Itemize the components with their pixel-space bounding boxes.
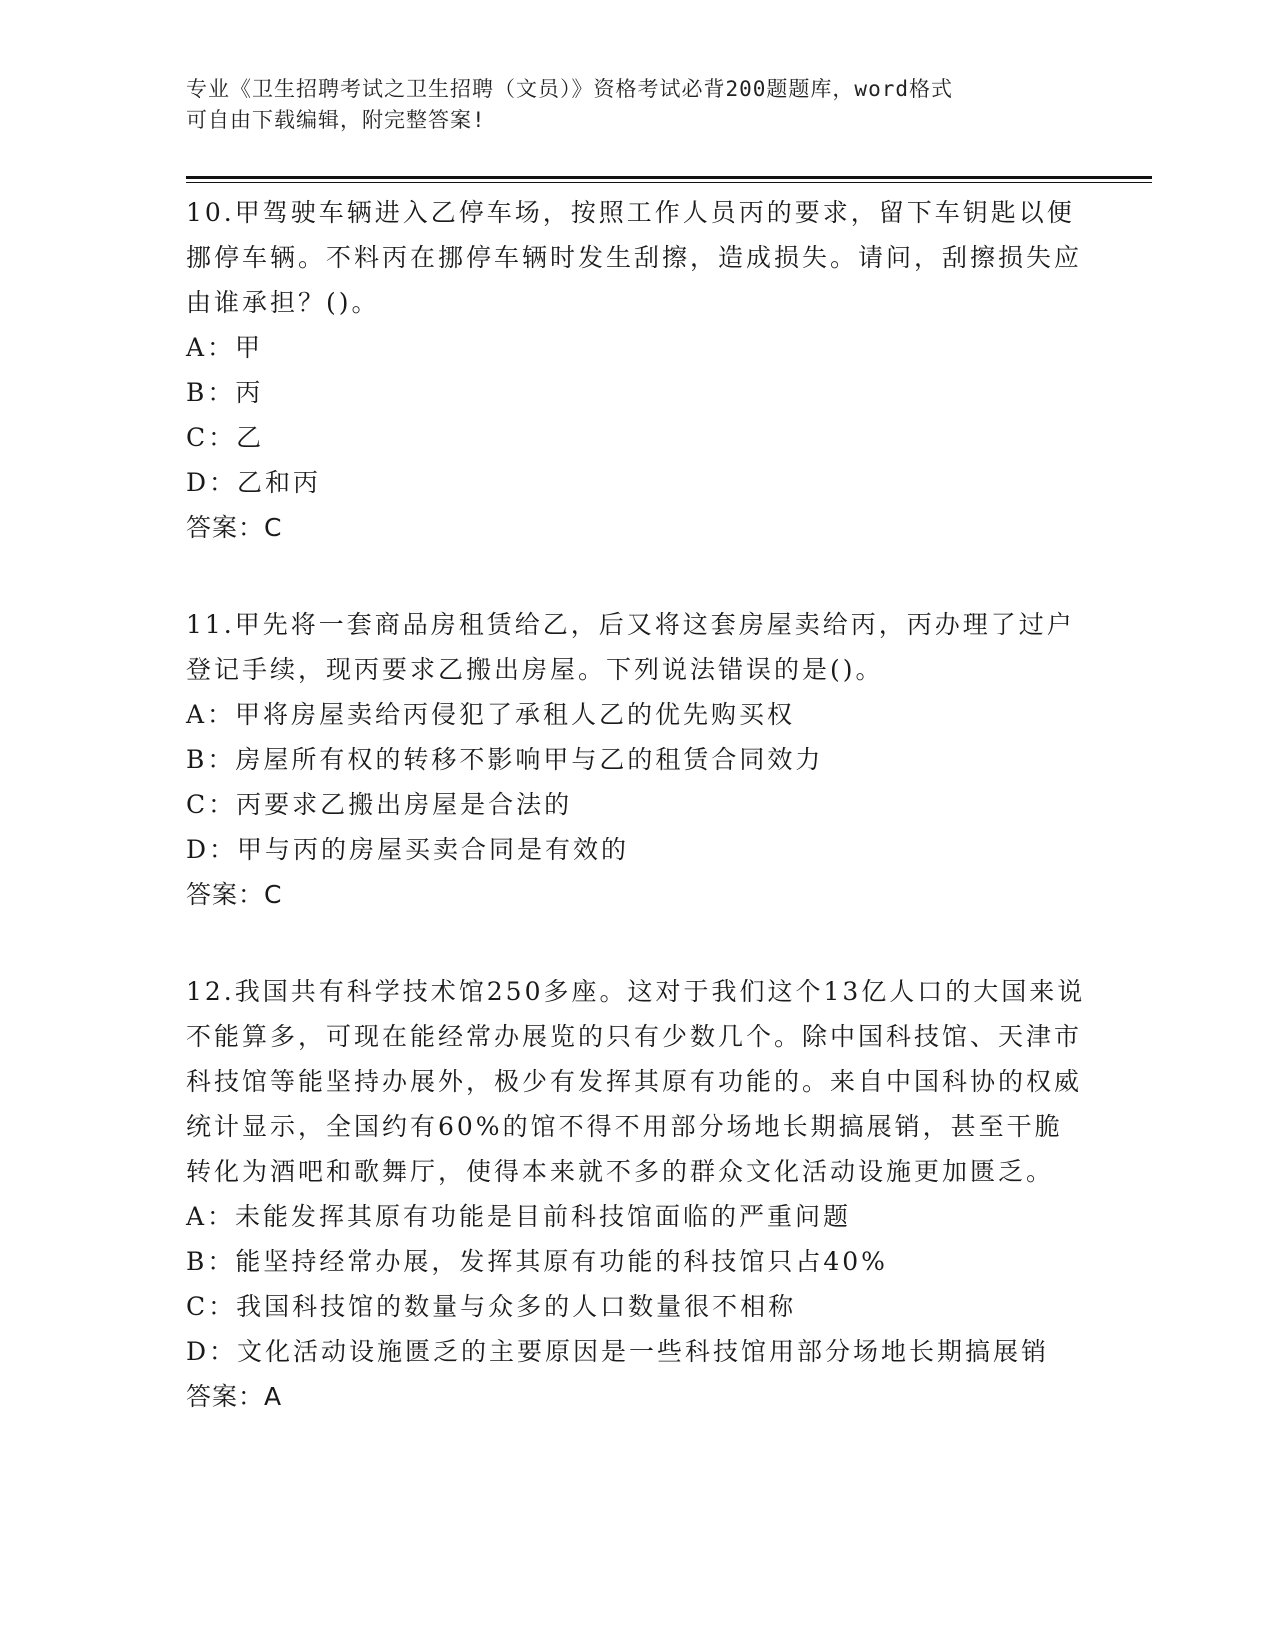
header-line-1: 专业《卫生招聘考试之卫生招聘（文员）》资格考试必背200题题库，word格式 (186, 77, 953, 101)
header-rule-thin (186, 182, 1152, 183)
question-stem: 10.甲驾驶车辆进入乙停车场，按照工作人员丙的要求，留下车钥匙以便挪停车辆。不料丙在挪停车辆时发生刮擦，造成损失。请问，刮擦损失应由谁承担？()。 (186, 198, 1083, 317)
option-a: A：甲 (186, 333, 264, 362)
option-b: B：能坚持经常办展，发挥其原有功能的科技馆只占40% (186, 1247, 888, 1276)
option-b: B：丙 (186, 378, 264, 407)
document-header (186, 74, 1066, 136)
question-10 (186, 190, 1086, 550)
question-list (186, 190, 1086, 1471)
question-stem: 11.甲先将一套商品房租赁给乙，后又将这套房屋卖给丙，丙办理了过户登记手续，现丙要求乙搬出房屋。下列说法错误的是()。 (186, 610, 1075, 684)
option-d: D：文化活动设施匮乏的主要原因是一些科技馆用部分场地长期搞展销 (186, 1337, 1050, 1366)
answer: 答案：C (186, 880, 283, 909)
answer: 答案：A (186, 1382, 283, 1411)
question-12 (186, 969, 1086, 1419)
option-c: C：我国科技馆的数量与众多的人口数量很不相称 (186, 1292, 797, 1321)
option-d: D：乙和丙 (186, 468, 322, 497)
option-c: C：丙要求乙搬出房屋是合法的 (186, 790, 573, 819)
question-stem: 12.我国共有科学技术馆250多座。这对于我们这个13亿人口的大国来说不能算多，可现在能经常办展览的只有少数几个。除中国科技馆、天津市科技馆等能坚持办展外，极少有发挥其原有功能的。来自中国科协的权威统计显示，全国约有60%的馆不得不用部分场地长期搞展销，甚至干脆转化为酒吧和歌舞厅，使得本来就不多的群众文化活动设施更加匮乏。 (186, 977, 1086, 1186)
option-a: A：未能发挥其原有功能是目前科技馆面临的严重问题 (186, 1202, 852, 1231)
option-b: B：房屋所有权的转移不影响甲与乙的租赁合同效力 (186, 745, 824, 774)
answer: 答案：C (186, 513, 283, 542)
question-11 (186, 602, 1086, 917)
header-line-2: 可自由下载编辑，附完整答案! (186, 108, 486, 132)
header-rule-thick (186, 176, 1152, 179)
option-d: D：甲与丙的房屋买卖合同是有效的 (186, 835, 630, 864)
option-a: A：甲将房屋卖给丙侵犯了承租人乙的优先购买权 (186, 700, 796, 729)
option-c: C：乙 (186, 423, 265, 452)
